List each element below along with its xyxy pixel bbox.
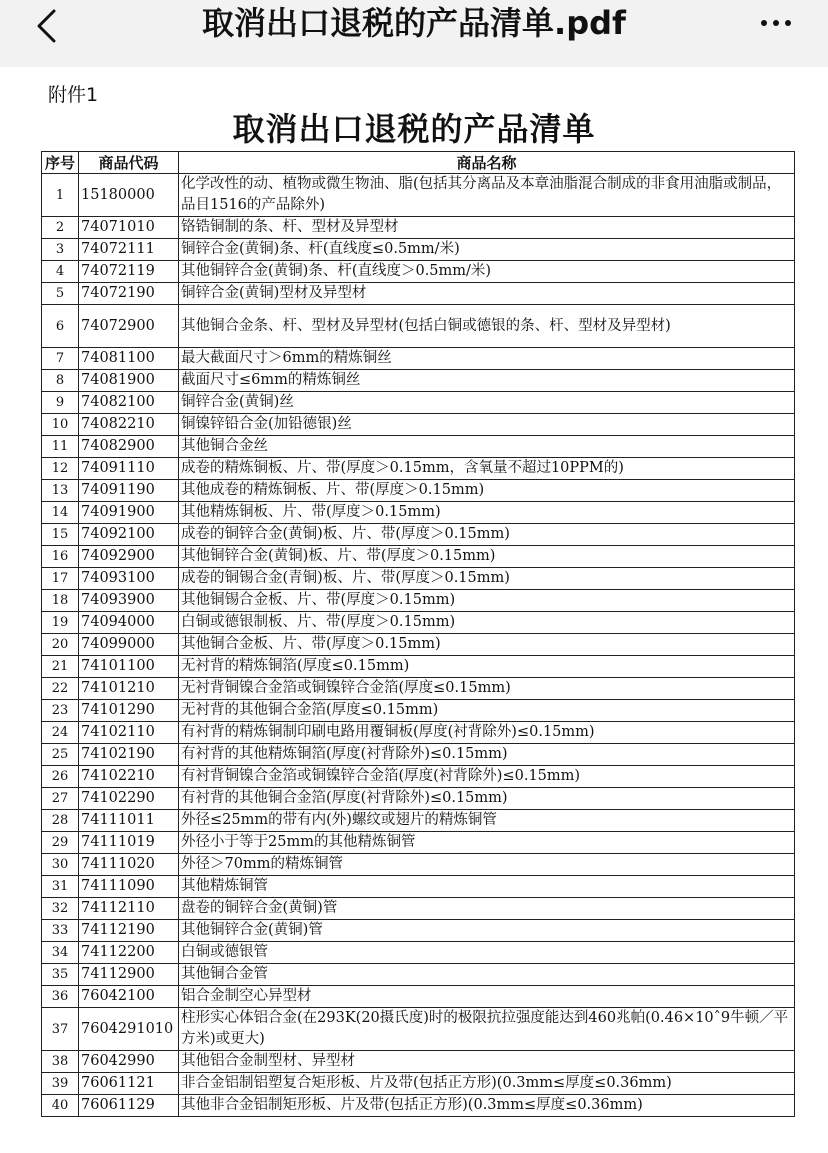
table-row [42, 436, 795, 458]
table-row [42, 656, 795, 678]
product-code: 74072119 [79, 261, 179, 283]
product-name: 其他非合金铝制矩形板、片及带(包括正方形)(0.3mm≤厚度≤0.36mm) [179, 1095, 795, 1117]
product-code: 74092100 [79, 524, 179, 546]
row-number: 8 [42, 370, 79, 392]
table-row [42, 348, 795, 370]
product-code: 74072111 [79, 239, 179, 261]
product-code: 74111020 [79, 854, 179, 876]
product-name: 成卷的精炼铜板、片、带(厚度＞0.15mm，含氧量不超过10PPM的) [179, 458, 795, 480]
product-name: 其他铜合金板、片、带(厚度＞0.15mm) [179, 634, 795, 656]
table-row [42, 766, 795, 788]
row-number: 31 [42, 876, 79, 898]
row-number: 28 [42, 810, 79, 832]
product-name: 白铜或德银管 [179, 942, 795, 964]
product-name: 无衬背铜镍合金箔或铜镍锌合金箔(厚度≤0.15mm) [179, 678, 795, 700]
chevron-left-icon [35, 9, 57, 43]
product-name: 其他铜锌合金(黄铜)板、片、带(厚度＞0.15mm) [179, 546, 795, 568]
product-code: 74111019 [79, 832, 179, 854]
product-name: 铝合金制空心异型材 [179, 986, 795, 1008]
back-button[interactable] [28, 8, 64, 44]
row-number: 2 [42, 217, 79, 239]
product-code: 74112110 [79, 898, 179, 920]
top-bar [0, 0, 828, 67]
row-number: 3 [42, 239, 79, 261]
product-code: 74102110 [79, 722, 179, 744]
table-row [42, 524, 795, 546]
product-code: 74099000 [79, 634, 179, 656]
table-row [42, 458, 795, 480]
product-name: 柱形实心体铝合金(在293K(20摄氏度)时的极限抗拉强度能达到460兆帕(0.46×10ˆ9牛顿／平方米)或更大) [179, 1008, 795, 1051]
product-code: 74112190 [79, 920, 179, 942]
more-horizontal-icon-dot [785, 20, 791, 26]
product-name: 铜锌合金(黄铜)丝 [179, 392, 795, 414]
table-header-row [42, 152, 795, 174]
table-row [42, 1051, 795, 1073]
table-row [42, 392, 795, 414]
table-row [42, 832, 795, 854]
row-number: 7 [42, 348, 79, 370]
more-button[interactable] [748, 8, 804, 38]
product-code: 74094000 [79, 612, 179, 634]
product-code: 74082900 [79, 436, 179, 458]
row-number: 6 [42, 305, 79, 348]
product-code: 74082100 [79, 392, 179, 414]
product-code: 74112900 [79, 964, 179, 986]
more-horizontal-icon [761, 20, 767, 26]
table-body [42, 174, 795, 1117]
row-number: 33 [42, 920, 79, 942]
table-row [42, 1008, 795, 1051]
row-number: 20 [42, 634, 79, 656]
row-number: 32 [42, 898, 79, 920]
row-number: 38 [42, 1051, 79, 1073]
row-number: 13 [42, 480, 79, 502]
table-row [42, 810, 795, 832]
product-code: 7604291010 [79, 1008, 179, 1051]
product-code: 74101290 [79, 700, 179, 722]
product-code: 74072190 [79, 283, 179, 305]
row-number: 29 [42, 832, 79, 854]
table-row [42, 1095, 795, 1117]
table-row [42, 788, 795, 810]
table-row [42, 480, 795, 502]
row-number: 35 [42, 964, 79, 986]
table-row [42, 876, 795, 898]
product-name: 其他铜合金丝 [179, 436, 795, 458]
table-row [42, 920, 795, 942]
product-name: 有衬背的精炼铜制印刷电路用覆铜板(厚度(衬背除外)≤0.15mm) [179, 722, 795, 744]
table-row [42, 634, 795, 656]
product-name: 其他铜合金条、杆、型材及异型材(包括白铜或德银的条、杆、型材及异型材) [179, 305, 795, 348]
table-row [42, 854, 795, 876]
attachment-label: 附件1 [48, 84, 99, 106]
product-name: 无衬背的精炼铜箔(厚度≤0.15mm) [179, 656, 795, 678]
row-number: 16 [42, 546, 79, 568]
product-code: 76061129 [79, 1095, 179, 1117]
product-name: 外径≤25mm的带有内(外)螺纹或翅片的精炼铜管 [179, 810, 795, 832]
product-code: 74091110 [79, 458, 179, 480]
product-name: 铜锌合金(黄铜)型材及异型材 [179, 283, 795, 305]
product-code: 74091190 [79, 480, 179, 502]
table-row [42, 964, 795, 986]
table-row [42, 568, 795, 590]
row-number: 19 [42, 612, 79, 634]
product-code: 74092900 [79, 546, 179, 568]
table-row [42, 700, 795, 722]
row-number: 9 [42, 392, 79, 414]
product-name: 成卷的铜锡合金(青铜)板、片、带(厚度＞0.15mm) [179, 568, 795, 590]
row-number: 24 [42, 722, 79, 744]
row-number: 30 [42, 854, 79, 876]
product-code: 76061121 [79, 1073, 179, 1095]
product-name: 成卷的铜锌合金(黄铜)板、片、带(厚度＞0.15mm) [179, 524, 795, 546]
row-number: 15 [42, 524, 79, 546]
product-code: 74081100 [79, 348, 179, 370]
product-name: 其他成卷的精炼铜板、片、带(厚度＞0.15mm) [179, 480, 795, 502]
table-row [42, 305, 795, 348]
product-code: 74072900 [79, 305, 179, 348]
row-number: 23 [42, 700, 79, 722]
product-code: 74081900 [79, 370, 179, 392]
table-row [42, 414, 795, 436]
product-code: 74071010 [79, 217, 179, 239]
table-row [42, 217, 795, 239]
product-code: 74093100 [79, 568, 179, 590]
product-table [41, 151, 795, 1117]
document-title: 取消出口退税的产品清单.pdf [202, 4, 626, 42]
product-code: 74102290 [79, 788, 179, 810]
product-code: 76042100 [79, 986, 179, 1008]
row-number: 14 [42, 502, 79, 524]
table-row [42, 1073, 795, 1095]
product-code: 74102210 [79, 766, 179, 788]
product-code: 74111090 [79, 876, 179, 898]
product-name: 其他精炼铜板、片、带(厚度＞0.15mm) [179, 502, 795, 524]
product-name: 截面尺寸≤6mm的精炼铜丝 [179, 370, 795, 392]
row-number: 11 [42, 436, 79, 458]
product-name: 有衬背铜镍合金箔或铜镍锌合金箔(厚度(衬背除外)≤0.15mm) [179, 766, 795, 788]
product-name: 非合金铝制铝塑复合矩形板、片及带(包括正方形)(0.3mm≤厚度≤0.36mm) [179, 1073, 795, 1095]
product-code: 74091900 [79, 502, 179, 524]
table-row [42, 239, 795, 261]
product-code: 74102190 [79, 744, 179, 766]
row-number: 21 [42, 656, 79, 678]
row-number: 22 [42, 678, 79, 700]
product-name: 有衬背的其他铜合金箔(厚度(衬背除外)≤0.15mm) [179, 788, 795, 810]
product-name: 铬锆铜制的条、杆、型材及异型材 [179, 217, 795, 239]
table-row [42, 546, 795, 568]
column-header-code: 商品代码 [79, 152, 179, 174]
product-code: 76042990 [79, 1051, 179, 1073]
row-number: 25 [42, 744, 79, 766]
page-title: 取消出口退税的产品清单 [232, 110, 596, 148]
table-row [42, 744, 795, 766]
product-code: 74101100 [79, 656, 179, 678]
product-name: 其他精炼铜管 [179, 876, 795, 898]
row-number: 36 [42, 986, 79, 1008]
row-number: 1 [42, 174, 79, 217]
product-name: 铜锌合金(黄铜)条、杆(直线度≤0.5mm/米) [179, 239, 795, 261]
table-row [42, 722, 795, 744]
product-name: 外径小于等于25mm的其他精炼铜管 [179, 832, 795, 854]
row-number: 40 [42, 1095, 79, 1117]
product-name: 其他铝合金制型材、异型材 [179, 1051, 795, 1073]
product-code: 74093900 [79, 590, 179, 612]
product-code: 74111011 [79, 810, 179, 832]
table-row [42, 898, 795, 920]
table-row [42, 370, 795, 392]
table-row [42, 174, 795, 217]
row-number: 39 [42, 1073, 79, 1095]
table-row [42, 986, 795, 1008]
row-number: 27 [42, 788, 79, 810]
table-row [42, 590, 795, 612]
product-code: 74082210 [79, 414, 179, 436]
table-row [42, 283, 795, 305]
product-name: 无衬背的其他铜合金箔(厚度≤0.15mm) [179, 700, 795, 722]
product-name: 最大截面尺寸＞6mm的精炼铜丝 [179, 348, 795, 370]
table-row [42, 942, 795, 964]
product-name: 其他铜锌合金(黄铜)管 [179, 920, 795, 942]
table-row [42, 612, 795, 634]
row-number: 34 [42, 942, 79, 964]
product-code: 15180000 [79, 174, 179, 217]
row-number: 5 [42, 283, 79, 305]
column-header-no: 序号 [42, 152, 79, 174]
product-name: 白铜或德银制板、片、带(厚度＞0.15mm) [179, 612, 795, 634]
product-name: 其他铜合金管 [179, 964, 795, 986]
row-number: 37 [42, 1008, 79, 1051]
product-name: 外径＞70mm的精炼铜管 [179, 854, 795, 876]
product-name: 铜镍锌铅合金(加铅德银)丝 [179, 414, 795, 436]
row-number: 18 [42, 590, 79, 612]
product-code: 74101210 [79, 678, 179, 700]
column-header-name: 商品名称 [179, 152, 795, 174]
product-name: 盘卷的铜锌合金(黄铜)管 [179, 898, 795, 920]
row-number: 26 [42, 766, 79, 788]
row-number: 17 [42, 568, 79, 590]
table-row [42, 678, 795, 700]
row-number: 4 [42, 261, 79, 283]
more-horizontal-icon-dot [773, 20, 779, 26]
product-name: 其他铜锡合金板、片、带(厚度＞0.15mm) [179, 590, 795, 612]
product-name: 化学改性的动、植物或微生物油、脂(包括其分离品及本章油脂混合制成的非食用油脂或制品，品目1516的产品除外) [179, 174, 795, 217]
row-number: 12 [42, 458, 79, 480]
table-row [42, 502, 795, 524]
product-name: 有衬背的其他精炼铜箔(厚度(衬背除外)≤0.15mm) [179, 744, 795, 766]
row-number: 10 [42, 414, 79, 436]
product-code: 74112200 [79, 942, 179, 964]
product-name: 其他铜锌合金(黄铜)条、杆(直线度＞0.5mm/米) [179, 261, 795, 283]
table-row [42, 261, 795, 283]
